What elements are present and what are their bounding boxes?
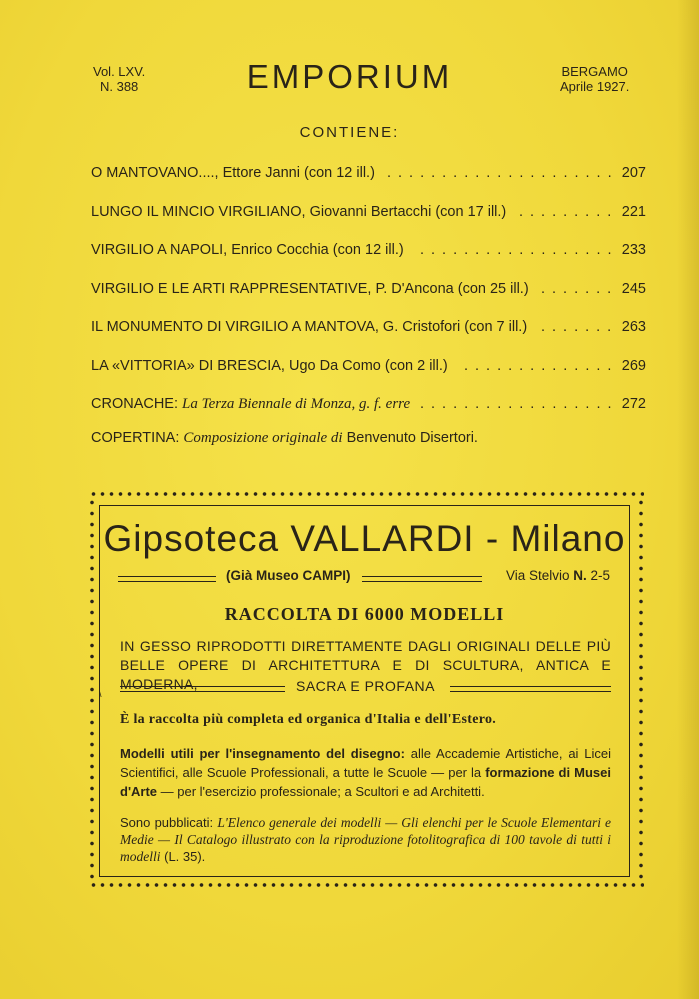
toc-page-number: 272 bbox=[621, 396, 646, 412]
ad-dotted-border-bottom bbox=[89, 882, 644, 888]
toc-entry bbox=[91, 204, 646, 243]
toc-entry-text: VIRGILIO E LE ARTI RAPPRESENTATIVE, P. D'Ancona (con 25 ill.) bbox=[91, 280, 529, 297]
cover-credit bbox=[91, 430, 478, 447]
rule-line bbox=[118, 576, 216, 582]
table-of-contents bbox=[91, 165, 646, 435]
sacra-profana-row bbox=[120, 678, 611, 696]
usage-lead: Modelli utili per l'insegnamento del disegno: bbox=[120, 746, 405, 761]
toc-page-number: 245 bbox=[621, 280, 646, 297]
address-number: 2-5 bbox=[586, 568, 610, 583]
toc-leader-dots: .................. bbox=[420, 396, 619, 412]
toc-page-number: 263 bbox=[621, 319, 646, 335]
sacra-profana: SACRA E PROFANA bbox=[296, 678, 435, 694]
issue-number: N. 388 bbox=[99, 79, 139, 94]
toc-entry bbox=[91, 396, 646, 435]
address-n: N. bbox=[573, 568, 587, 583]
masthead-title: EMPORIUM bbox=[246, 58, 453, 95]
place-date bbox=[560, 64, 629, 94]
issue-date: Aprile 1927. bbox=[560, 79, 630, 94]
toc-entry bbox=[91, 165, 646, 204]
collection-heading: RACCOLTA DI 6000 MODELLI bbox=[224, 604, 505, 624]
toc-entry bbox=[91, 358, 646, 397]
ad-subtitle-row bbox=[118, 568, 610, 586]
toc-entry-title bbox=[91, 358, 448, 374]
toc-leader-dots: ......... bbox=[519, 203, 619, 220]
toc-page-number: 233 bbox=[621, 242, 646, 258]
toc-entry bbox=[91, 319, 646, 358]
address-street: Via Stelvio bbox=[505, 568, 574, 583]
toc-leader-dots: ..................... bbox=[387, 165, 619, 181]
toc-leader-dots: .............. bbox=[464, 357, 619, 374]
toc-entry-text: LA «VITTORIA» DI BRESCIA, Ugo Da Como (con 2 ill.) bbox=[91, 357, 448, 374]
rule-line bbox=[362, 576, 482, 582]
toc-entry-title bbox=[91, 165, 375, 181]
toc-entry-italic: La Terza Biennale di Monza, g. f. erre bbox=[182, 396, 411, 412]
toc-page-number: 269 bbox=[621, 357, 646, 374]
ad-dotted-border-left bbox=[89, 497, 95, 882]
toc-entry bbox=[91, 242, 646, 281]
publications-list: L'Elenco generale dei modelli — Gli elenchi per le Scuole Elementari e Medie — Il Catalogo illustrato con la riproduzione fotolitografica di 100 tavole di tutti i modelli bbox=[120, 815, 611, 864]
city: BERGAMO bbox=[561, 64, 628, 79]
volume-number: Vol. LXV. bbox=[93, 64, 146, 79]
cover-label: COPERTINA: bbox=[91, 430, 184, 446]
address bbox=[506, 568, 610, 583]
usage-schools: alle Accademie Artistiche, ai Licei Scientifici, alle Scuole Professionali, a tutte le Scuole — per la bbox=[120, 746, 611, 780]
toc-page-number: 221 bbox=[621, 203, 646, 220]
ad-usage-text bbox=[120, 744, 611, 801]
toc-entry-title bbox=[91, 204, 506, 220]
toc-entry-title bbox=[91, 242, 404, 258]
toc-entry-text: VIRGILIO A NAPOLI, Enrico Cocchia (con 12 ill.) bbox=[91, 242, 404, 258]
ad-description: IN GESSO RIPRODOTTI DIRETTAMENTE DAGLI ORIGINALI DELLE PIÙ BELLE OPERE DI ARCHITETTURA E DI SCULTURA, ANTICA E MODERNA, bbox=[120, 638, 611, 692]
ad-publications-text bbox=[120, 814, 611, 865]
stray-mark: \ bbox=[99, 689, 102, 699]
publications-price: (L. 35). bbox=[160, 849, 206, 864]
publications-lead: Sono pubblicati: bbox=[120, 815, 218, 830]
usage-museums: formazione di Musei d'Arte bbox=[120, 765, 611, 799]
ad-dotted-border-top bbox=[89, 491, 644, 497]
toc-entry-text: IL MONUMENTO DI VIRGILIO A MANTOVA, G. Cristofori (con 7 ill.) bbox=[91, 319, 528, 335]
former-museum: (Già Museo CAMPI) bbox=[226, 568, 351, 583]
toc-entry-title bbox=[91, 396, 410, 413]
toc-entry-text: CRONACHE: bbox=[91, 396, 183, 412]
toc-entry-text: LUNGO IL MINCIO VIRGILIANO, Giovanni Bertacchi (con 17 ill.) bbox=[91, 203, 507, 220]
toc-entry-title bbox=[91, 319, 527, 335]
toc-entry-text: O MANTOVANO...., Ettore Janni (con 12 ill.) bbox=[91, 165, 375, 181]
contents-heading: CONTIENE: bbox=[299, 124, 400, 141]
toc-entry-title bbox=[91, 281, 529, 297]
cover-author: Benvenuto Disertori. bbox=[342, 430, 478, 446]
rule-line bbox=[450, 686, 611, 692]
ad-title: Gipsoteca VALLARDI - Milano bbox=[103, 518, 626, 559]
usage-professional: — per l'esercizio professionale; a Scultori e ad Architetti. bbox=[157, 784, 485, 799]
page-edge-shadow bbox=[677, 0, 699, 999]
toc-leader-dots: ....... bbox=[541, 319, 619, 335]
toc-leader-dots: ....... bbox=[541, 280, 619, 297]
toc-page-number: 207 bbox=[621, 165, 646, 181]
ad-dotted-border-right bbox=[638, 497, 644, 882]
cover-description: Composizione originale di bbox=[183, 430, 343, 446]
toc-leader-dots: .................. bbox=[420, 242, 619, 258]
toc-entry bbox=[91, 281, 646, 320]
ad-claim: È la raccolta più completa ed organica d'Italia e dell'Estero. bbox=[120, 712, 497, 727]
